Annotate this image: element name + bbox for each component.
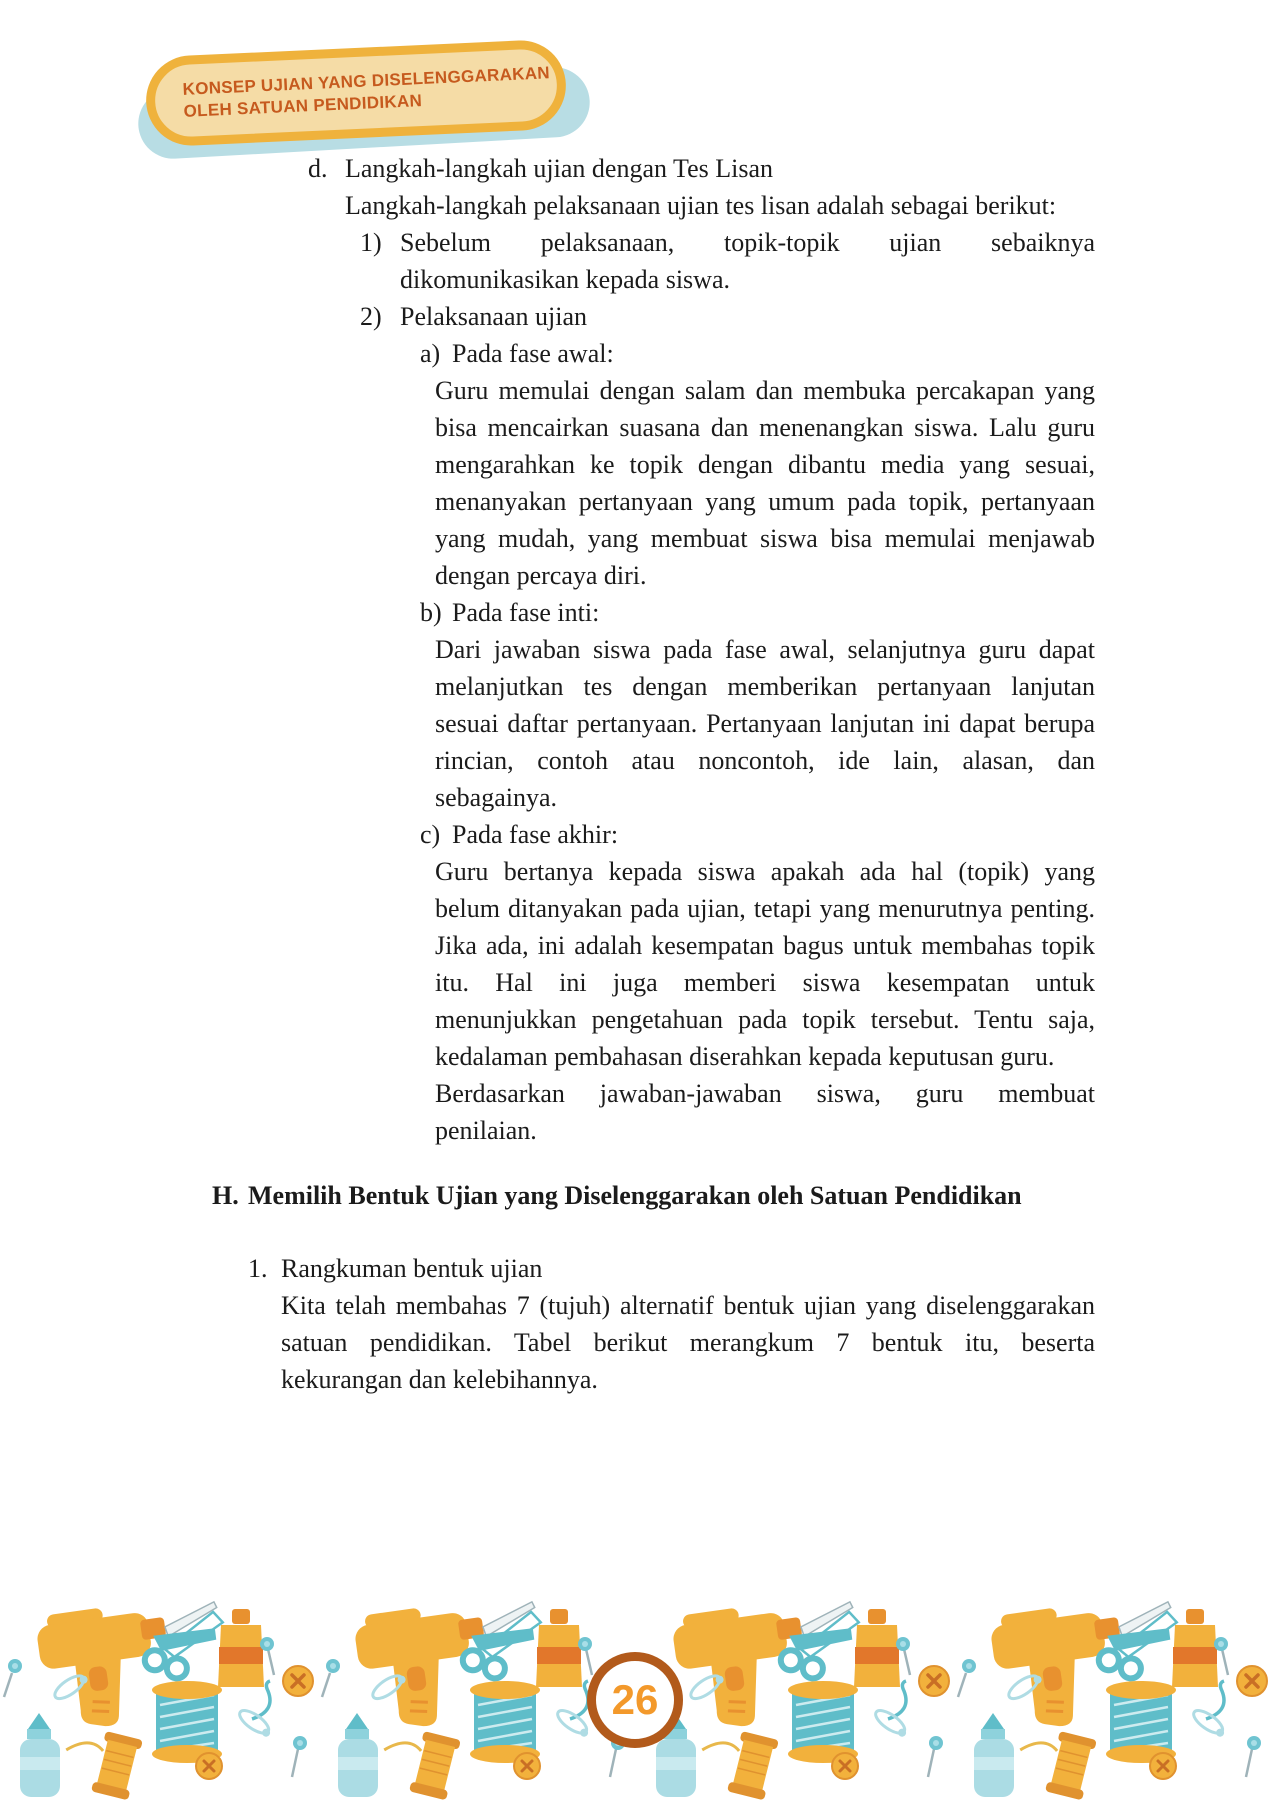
item-d-title-row [308,150,1095,187]
step-1-text: Sebelum pelaksanaan, topik-topik ujian sebaiknya dikomunikasikan kepada siswa. [400,228,1095,294]
phase-a-title: Pada fase awal: [452,339,614,368]
item-d-title: Langkah-langkah ujian dengan Tes Lisan [345,154,774,183]
item-d-marker: d. [308,154,328,183]
phase-c-title: Pada fase akhir: [452,820,619,849]
phase-c-conclusion-line-1: Berdasarkan jawaban-jawaban siswa, guru membuat [435,1079,1095,1108]
section-h-title: Memilih Bentuk Ujian yang Diselenggarakan oleh Satuan Pendidikan [248,1181,1022,1210]
phase-c-conclusion-line-2: penilaian. [435,1116,537,1145]
chapter-title-line-2: OLEH SATUAN PENDIDIKAN [183,91,423,121]
item-1-title: Rangkuman bentuk ujian [281,1254,543,1283]
phase-c-body: Guru bertanya kepada siswa apakah ada hal (topik) yang belum ditanyakan pada ujian, tetapi yang menurutnya penting. Jika ada, ini adalah kesempatan bagus untuk membahas topik itu. Hal ini juga memberi siswa kesempatan untuk menunjukkan pengetahuan pada topik tersebut. Tentu saja, kedalaman pembahasan diserahkan kepada keputusan guru. [435,857,1095,1071]
section-h-marker: H. [212,1181,239,1210]
step-2 [308,298,1095,335]
phase-c-marker: c) [420,820,441,849]
phase-b-body: Dari jawaban siswa pada fase awal, selanjutnya guru dapat melanjutkan tes dengan memberikan pertanyaan lanjutan sesuai daftar pertanyaan. Pertanyaan lanjutan ini dapat berupa rincian, contoh atau noncontoh, ide lain, alasan, dan sebagainya. [435,635,1095,812]
item-1-title-row [248,1250,1095,1287]
document-body [0,150,1274,1398]
step-1-marker: 1) [360,228,382,257]
phase-c-conclusion [435,1075,1095,1149]
chapter-title-line-1: KONSEP UJIAN YANG DISELENGGARAKAN [182,63,551,99]
phase-a-body: Guru memulai dengan salam dan membuka percakapan yang bisa mencairkan suasana dan menenangkan siswa. Lalu guru mengarahkan ke topik dengan dibantu media yang sesuai, menanyakan pertanyaan yang umum pada topik, pertanyaan yang mudah, yang membuat siswa bisa memulai menjawab dengan percaya diri. [435,376,1095,590]
step-2-marker: 2) [360,302,382,331]
phase-a-marker: a) [420,339,441,368]
page-number: 26 [611,1676,659,1723]
step-1 [308,224,1095,298]
phase-b-marker: b) [420,598,442,627]
phase-b-heading [308,594,1095,631]
header-badge [146,48,596,158]
step-2-text: Pelaksanaan ujian [400,302,587,331]
item-d-intro: Langkah-langkah pelaksanaan ujian tes lisan adalah sebagai berikut: [345,191,1057,220]
item-1-marker: 1. [248,1254,268,1283]
phase-a-heading [308,335,1095,372]
outline-item-1 [0,1250,1274,1398]
phase-c-heading [308,816,1095,853]
section-h-heading [0,1177,1274,1214]
outline-item-d [0,150,1274,1149]
page-number-badge [587,1652,683,1748]
chapter-title-badge [144,39,568,148]
phase-b-title: Pada fase inti: [452,598,600,627]
item-1-body: Kita telah membahas 7 (tujuh) alternatif bentuk ujian yang diselenggarakan satuan pendidikan. Tabel berikut merangkum 7 bentuk itu, beserta kekurangan dan kelebihannya. [281,1291,1095,1394]
